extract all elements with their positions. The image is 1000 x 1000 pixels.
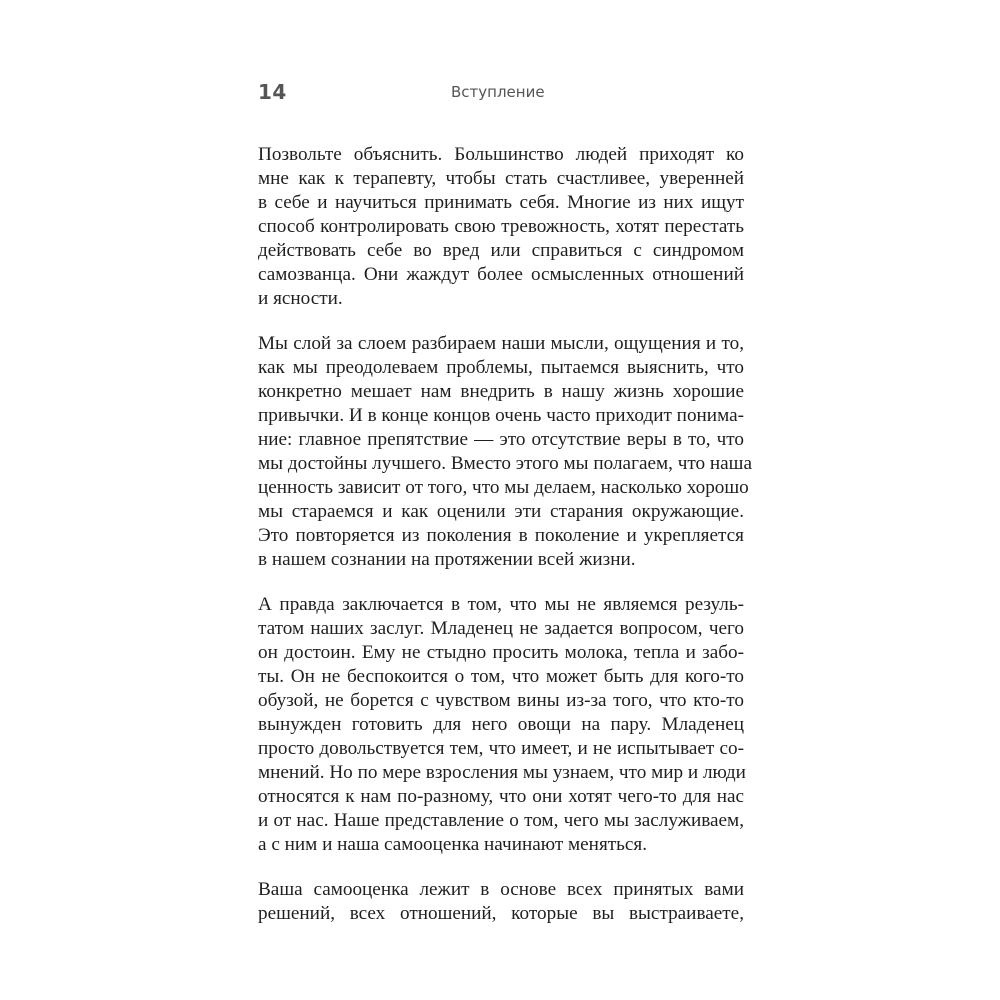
text-line: мы стараемся и как оценили эти старания окружающие. bbox=[258, 501, 744, 522]
text-line: как мы преодолеваем проблемы, пытаемся выяснить, что bbox=[258, 357, 744, 378]
body-text bbox=[258, 143, 752, 947]
text-line: Позвольте объяснить. Большинство людей приходят ко bbox=[258, 144, 744, 165]
text-line: в нашем сознании на протяжении всей жизни. bbox=[258, 549, 636, 570]
text-line: Это повторяется из поколения в поколение и укрепляется bbox=[258, 525, 744, 546]
text-line: и ясности. bbox=[258, 288, 343, 309]
paragraph bbox=[258, 593, 744, 857]
page-header bbox=[258, 78, 744, 108]
paragraph bbox=[258, 878, 744, 926]
text-line: и от нас. Наше представление о том, чего мы заслуживаем, bbox=[258, 810, 744, 831]
text-line: ты. Он не беспокоится о том, что может быть для кого-то bbox=[258, 666, 744, 687]
paragraph bbox=[258, 332, 752, 572]
text-line: просто довольствуется тем, что имеет, и не испытывает со- bbox=[258, 738, 744, 759]
text-line: Ваша самооценка лежит в основе всех принятых вами bbox=[258, 879, 744, 900]
text-line: мы достойны лучшего. Вместо этого мы полагаем, что наша bbox=[258, 453, 752, 474]
text-line: он достоин. Ему не стыдно просить молока, тепла и забо- bbox=[258, 642, 744, 663]
text-line: А правда заключается в том, что мы не являемся резуль- bbox=[258, 594, 744, 615]
text-line: мнений. Но по мере взросления мы узнаем, что мир и люди bbox=[258, 762, 746, 783]
text-line: ценность зависит от того, что мы делаем, насколько хорошо bbox=[258, 477, 749, 498]
text-line: самозванца. Они жаждут более осмысленных отношений bbox=[258, 264, 744, 285]
paragraph bbox=[258, 143, 744, 311]
text-line: татом наших заслуг. Младенец не задается вопросом, чего bbox=[258, 618, 744, 639]
text-line: решений, всех отношений, которые вы выстраиваете, bbox=[258, 903, 744, 924]
text-line: действовать себе во вред или справиться с синдромом bbox=[258, 240, 744, 261]
text-line: в себе и научиться принимать себя. Многие из них ищут bbox=[258, 192, 744, 213]
text-line: Мы слой за слоем разбираем наши мысли, ощущения и то, bbox=[258, 333, 744, 354]
text-line: вынужден готовить для него овощи на пару. Младенец bbox=[258, 714, 744, 735]
text-line: относятся к нам по-разному, что они хотят чего-то для нас bbox=[258, 786, 744, 807]
text-line: мне как к терапевту, чтобы стать счастливее, уверенней bbox=[258, 168, 744, 189]
text-line: конкретно мешает нам внедрить в нашу жизнь хорошие bbox=[258, 381, 744, 402]
page-number: 14 bbox=[258, 80, 287, 104]
text-line: привычки. И в конце концов очень часто приходит понима- bbox=[258, 405, 744, 426]
text-line: ние: главное препятствие — это отсутствие веры в то, что bbox=[258, 429, 744, 450]
text-line: обузой, не борется с чувством вины из-за того, что кто-то bbox=[258, 690, 744, 711]
text-line: а с ним и наша самооценка начинают меняться. bbox=[258, 834, 648, 855]
text-line: способ контролировать свою тревожность, хотят перестать bbox=[258, 216, 744, 237]
running-head: Вступление bbox=[451, 83, 545, 101]
